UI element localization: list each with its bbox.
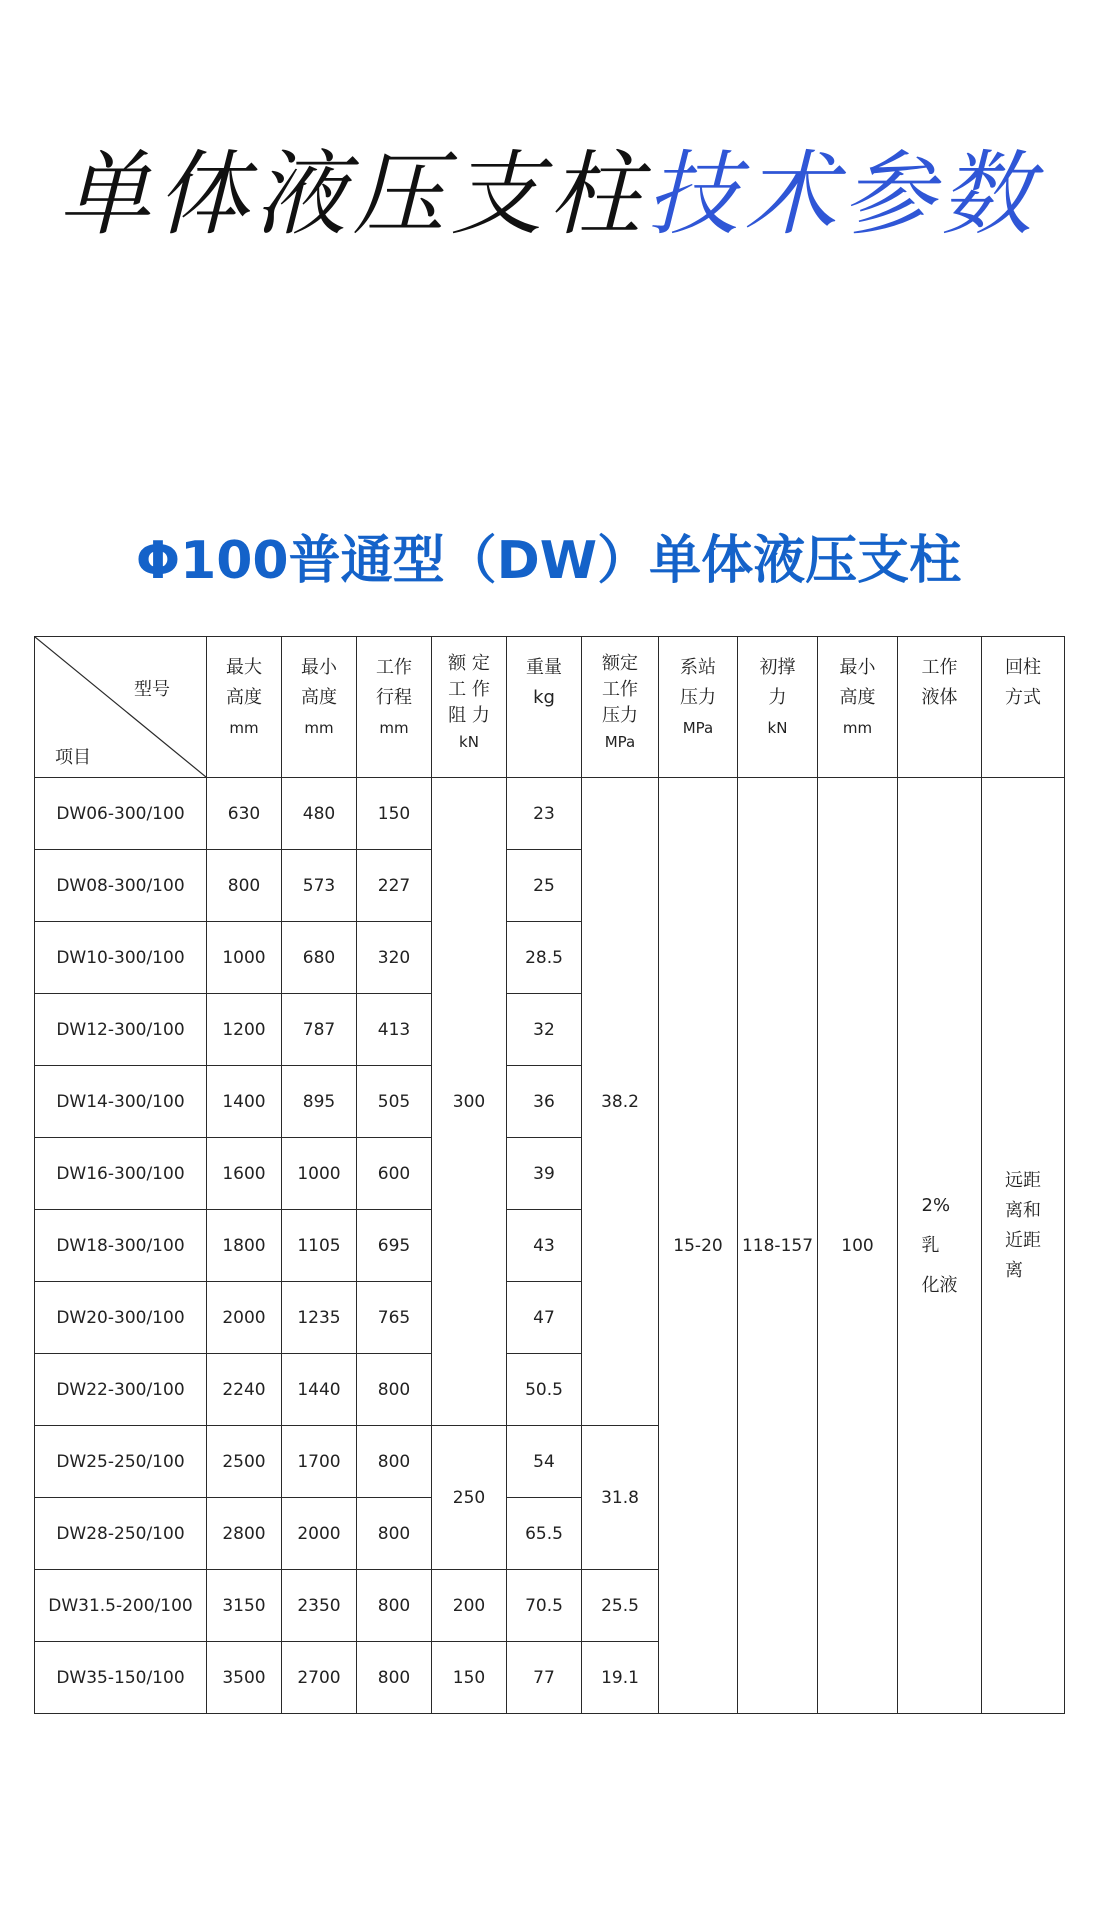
cell-min-height: 895	[282, 1066, 357, 1138]
main-title-part-black: 单体液压支柱	[58, 141, 647, 248]
cell-max-height: 1400	[207, 1066, 282, 1138]
cell-model: DW08-300/100	[35, 850, 207, 922]
cell-weight: 28.5	[507, 922, 582, 994]
col-header-weight: 重量 kg	[507, 637, 582, 778]
corner-header-cell	[35, 637, 207, 778]
cell-min-height: 1700	[282, 1426, 357, 1498]
cell-weight: 36	[507, 1066, 582, 1138]
cell-stroke: 600	[357, 1138, 432, 1210]
col-header-stroke: 工作 行程 mm	[357, 637, 432, 778]
cell-min-height: 1440	[282, 1354, 357, 1426]
cell-rated-pressure: 25.5	[582, 1570, 659, 1642]
cell-stroke: 800	[357, 1642, 432, 1714]
cell-stroke: 413	[357, 994, 432, 1066]
cell-min-height: 1105	[282, 1210, 357, 1282]
cell-model: DW22-300/100	[35, 1354, 207, 1426]
cell-weight: 43	[507, 1210, 582, 1282]
corner-label-item: 项目	[55, 747, 91, 768]
cell-stroke: 227	[357, 850, 432, 922]
cell-model: DW14-300/100	[35, 1066, 207, 1138]
col-header-rated-resistance: 额 定 工 作 阻 力 kN	[432, 637, 507, 778]
cell-weight: 32	[507, 994, 582, 1066]
cell-stroke: 150	[357, 778, 432, 850]
cell-model: DW20-300/100	[35, 1282, 207, 1354]
retraction-line-4: 离	[1005, 1259, 1023, 1281]
subtitle: Φ100普通型（DW）单体液压支柱	[135, 531, 962, 591]
cell-min-height: 2700	[282, 1642, 357, 1714]
cell-model: DW31.5-200/100	[35, 1570, 207, 1642]
cell-rated-pressure: 38.2	[582, 778, 659, 1426]
cell-model: DW06-300/100	[35, 778, 207, 850]
cell-min-height: 2000	[282, 1498, 357, 1570]
retraction-line-1: 远距	[1005, 1169, 1041, 1191]
cell-weight: 47	[507, 1282, 582, 1354]
cell-model: DW25-250/100	[35, 1426, 207, 1498]
cell-stroke: 800	[357, 1570, 432, 1642]
cell-max-height: 2240	[207, 1354, 282, 1426]
cell-weight: 54	[507, 1426, 582, 1498]
corner-label-model: 型号	[134, 679, 170, 700]
cell-weight: 50.5	[507, 1354, 582, 1426]
cell-weight: 23	[507, 778, 582, 850]
cell-pump-pressure: 15-20	[659, 778, 738, 1714]
cell-weight: 77	[507, 1642, 582, 1714]
retraction-line-3: 近距	[1005, 1229, 1041, 1251]
cell-max-height: 1600	[207, 1138, 282, 1210]
fluid-line-2: 乳	[921, 1234, 940, 1256]
col-header-fluid: 工作 液体	[898, 637, 982, 778]
cell-weight: 65.5	[507, 1498, 582, 1570]
cell-stroke: 800	[357, 1354, 432, 1426]
cell-retraction	[982, 778, 1065, 1714]
cell-rated-resistance: 200	[432, 1570, 507, 1642]
cell-min-height: 480	[282, 778, 357, 850]
cell-weight: 39	[507, 1138, 582, 1210]
cell-model: DW12-300/100	[35, 994, 207, 1066]
cell-rated-resistance: 300	[432, 778, 507, 1426]
cell-model: DW16-300/100	[35, 1138, 207, 1210]
cell-min-height: 573	[282, 850, 357, 922]
cell-stroke: 800	[357, 1426, 432, 1498]
cell-max-height: 1000	[207, 922, 282, 994]
cell-stroke: 765	[357, 1282, 432, 1354]
fluid-line-1: 2%	[921, 1194, 951, 1216]
cell-model: DW28-250/100	[35, 1498, 207, 1570]
cell-weight: 25	[507, 850, 582, 922]
cell-setting-force: 118-157	[738, 778, 818, 1714]
col-header-retraction: 回柱 方式	[982, 637, 1065, 778]
cell-min-height: 1000	[282, 1138, 357, 1210]
cell-rated-resistance: 250	[432, 1426, 507, 1570]
col-header-pump-pressure: 系站 压力 MPa	[659, 637, 738, 778]
col-header-setting-force: 初撑 力 kN	[738, 637, 818, 778]
cell-stroke: 320	[357, 922, 432, 994]
cell-max-height: 630	[207, 778, 282, 850]
cell-model: DW10-300/100	[35, 922, 207, 994]
cell-rated-pressure: 31.8	[582, 1426, 659, 1570]
cell-model: DW35-150/100	[35, 1642, 207, 1714]
main-title-part-blue: 技术参数	[646, 141, 1039, 248]
cell-max-height: 800	[207, 850, 282, 922]
cell-max-height: 3150	[207, 1570, 282, 1642]
table-header-row	[35, 637, 1065, 778]
cell-min-height: 2350	[282, 1570, 357, 1642]
spec-table	[34, 636, 1065, 1714]
cell-min-height: 680	[282, 922, 357, 994]
cell-min-height: 1235	[282, 1282, 357, 1354]
cell-max-height: 1200	[207, 994, 282, 1066]
retraction-line-2: 离和	[1005, 1199, 1041, 1221]
cell-max-height: 2500	[207, 1426, 282, 1498]
col-header-max-height: 最大 高度 mm	[207, 637, 282, 778]
cell-rated-pressure: 19.1	[582, 1642, 659, 1714]
cell-min-height: 787	[282, 994, 357, 1066]
col-header-rated-pressure: 额定 工作 压力 MPa	[582, 637, 659, 778]
main-title	[0, 140, 1097, 250]
cell-min-height-all: 100	[818, 778, 898, 1714]
fluid-line-3: 化液	[921, 1274, 958, 1296]
cell-stroke: 695	[357, 1210, 432, 1282]
cell-stroke: 800	[357, 1498, 432, 1570]
cell-weight: 70.5	[507, 1570, 582, 1642]
col-header-min-height-2: 最小 高度 mm	[818, 637, 898, 778]
cell-max-height: 2000	[207, 1282, 282, 1354]
cell-max-height: 3500	[207, 1642, 282, 1714]
col-header-min-height: 最小 高度 mm	[282, 637, 357, 778]
cell-model: DW18-300/100	[35, 1210, 207, 1282]
cell-max-height: 1800	[207, 1210, 282, 1282]
cell-stroke: 505	[357, 1066, 432, 1138]
table-row	[35, 778, 1065, 850]
cell-fluid	[898, 778, 982, 1714]
cell-rated-resistance: 150	[432, 1642, 507, 1714]
cell-max-height: 2800	[207, 1498, 282, 1570]
